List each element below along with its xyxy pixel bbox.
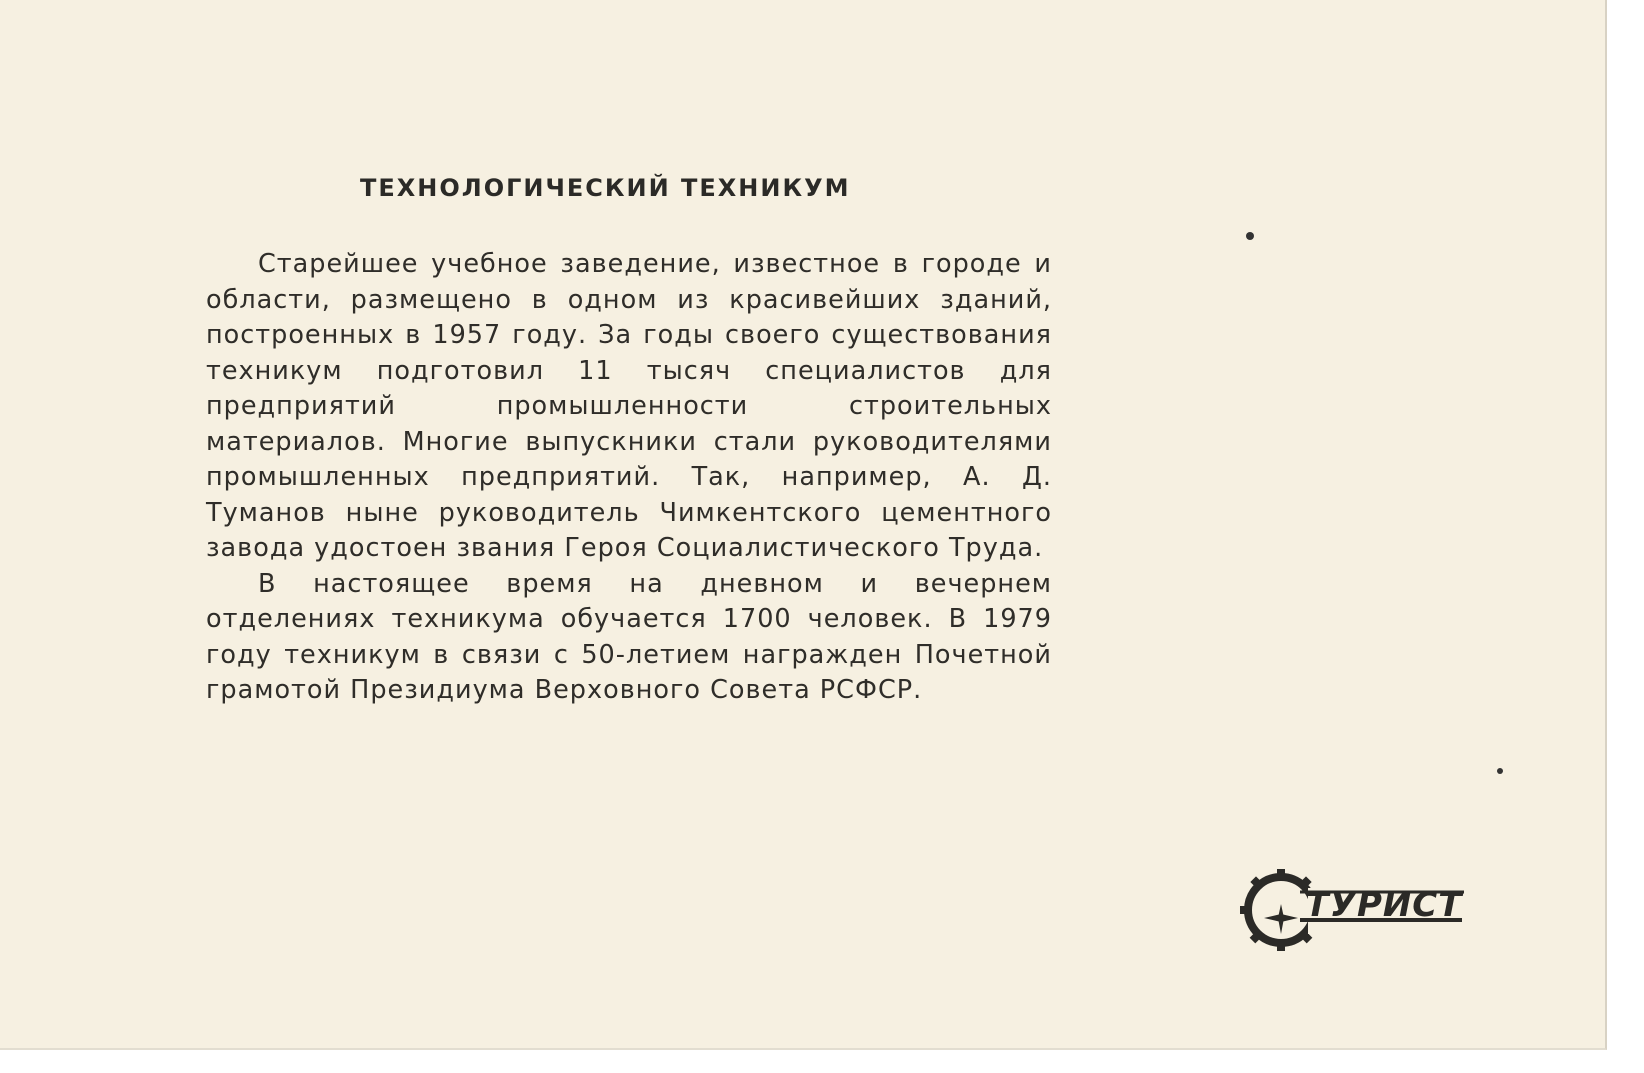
document-body xyxy=(206,247,1052,709)
paragraph-2: В настоящее время на дневном и вечернем отделениях техникума обучается 1700 человек. В 1979 году техникум в связи с 50-летием награжден Почетной грамотой Президиума Верховного Совета РСФСР. xyxy=(206,568,1052,705)
turist-logo xyxy=(1236,860,1476,960)
print-speck xyxy=(1497,768,1503,774)
print-speck xyxy=(1246,232,1254,240)
paragraph-1: Старейшее учебное заведение, известное в городе и области, размещено в одном из красивейших зданий, построенных в 1957 году. За годы своего существования техникум подготовил 11 тысяч специалистов для предприятий промышленности строительных материалов. Многие выпускники стали руководителями промышленных предприятий. Так, например, А. Д. Туманов ныне руководитель Чимкентского цементного завода удостоен звания Героя Социалистического Труда. xyxy=(206,249,1052,563)
logo-text: ТУРИСТ xyxy=(1305,885,1463,925)
document-title: ТЕХНОЛОГИЧЕСКИЙ ТЕХНИКУМ xyxy=(360,174,851,202)
